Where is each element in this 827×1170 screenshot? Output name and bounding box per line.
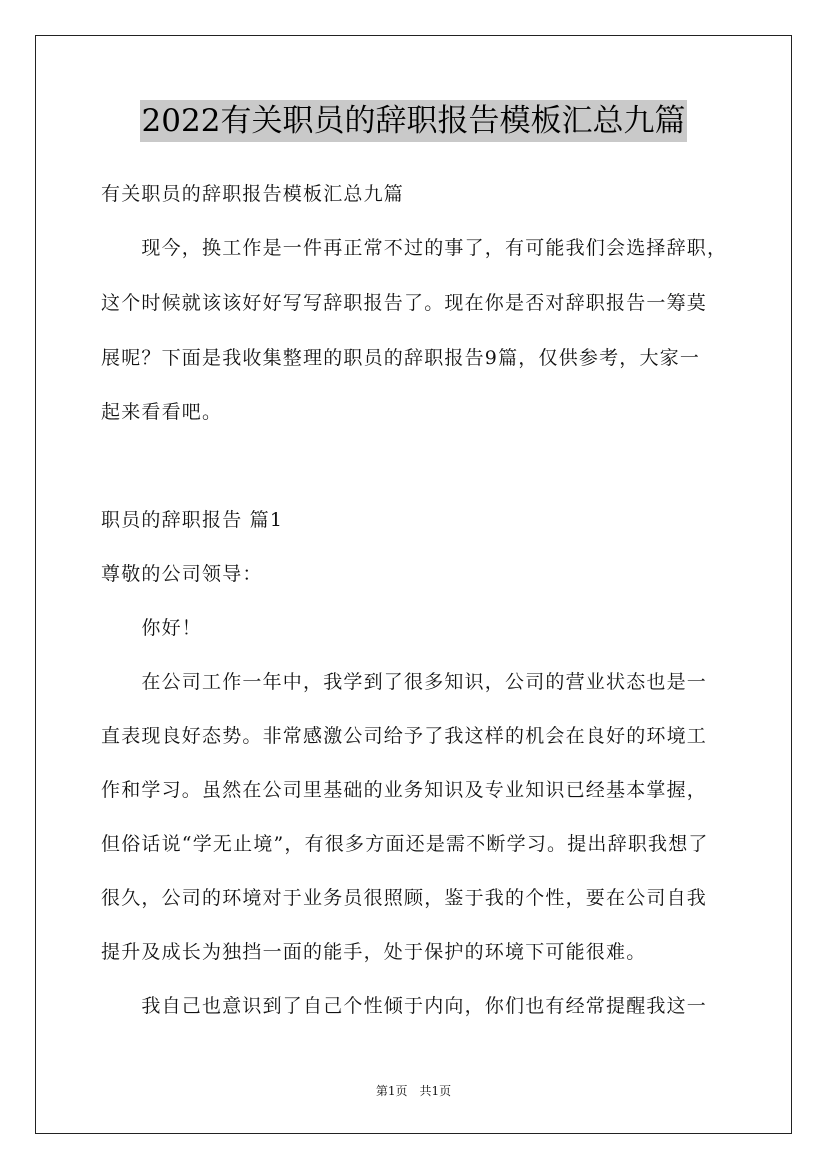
paragraph-line: 提升及成长为独挡一面的能手，处于保护的环境下可能很难。	[101, 941, 647, 963]
paragraph-line: 直表现良好态势。非常感激公司给予了我这样的机会在良好的环境工	[101, 725, 708, 747]
paragraph-line: 起来看看吧。	[101, 401, 223, 423]
paragraph-line: 但俗话说“学无止境”，有很多方面还是需不断学习。提出辞职我想了	[101, 833, 709, 855]
greeting: 你好！	[101, 617, 203, 639]
title-container	[0, 100, 827, 142]
paragraph-line: 很久，公司的环境对于业务员很照顾，鉴于我的个性，要在公司自我	[101, 887, 708, 909]
document-title: 2022有关职员的辞职报告模板汇总九篇	[140, 100, 688, 142]
paragraph-line: 在公司工作一年中，我学到了很多知识，公司的营业状态也是一	[101, 671, 708, 693]
paragraph-line: 作和学习。虽然在公司里基础的业务知识及专业知识已经基本掌握，	[101, 779, 708, 801]
paragraph-line: 现今，换工作是一件再正常不过的事了，有可能我们会选择辞职，	[101, 237, 728, 259]
section-heading: 职员的辞职报告 篇1	[101, 509, 284, 531]
paragraph-line: 这个时候就该该好好写写辞职报告了。现在你是否对辞职报告一筹莫	[101, 292, 708, 314]
paragraph-line: 我自己也意识到了自己个性倾于内向，你们也有经常提醒我这一	[101, 995, 708, 1017]
salutation: 尊敬的公司领导：	[101, 563, 263, 585]
page-footer: 第1页 共1页	[375, 1084, 452, 1098]
subtitle-line: 有关职员的辞职报告模板汇总九篇	[101, 183, 405, 205]
paragraph-line: 展呢？下面是我收集整理的职员的辞职报告9篇，仅供参考，大家一	[101, 347, 701, 369]
